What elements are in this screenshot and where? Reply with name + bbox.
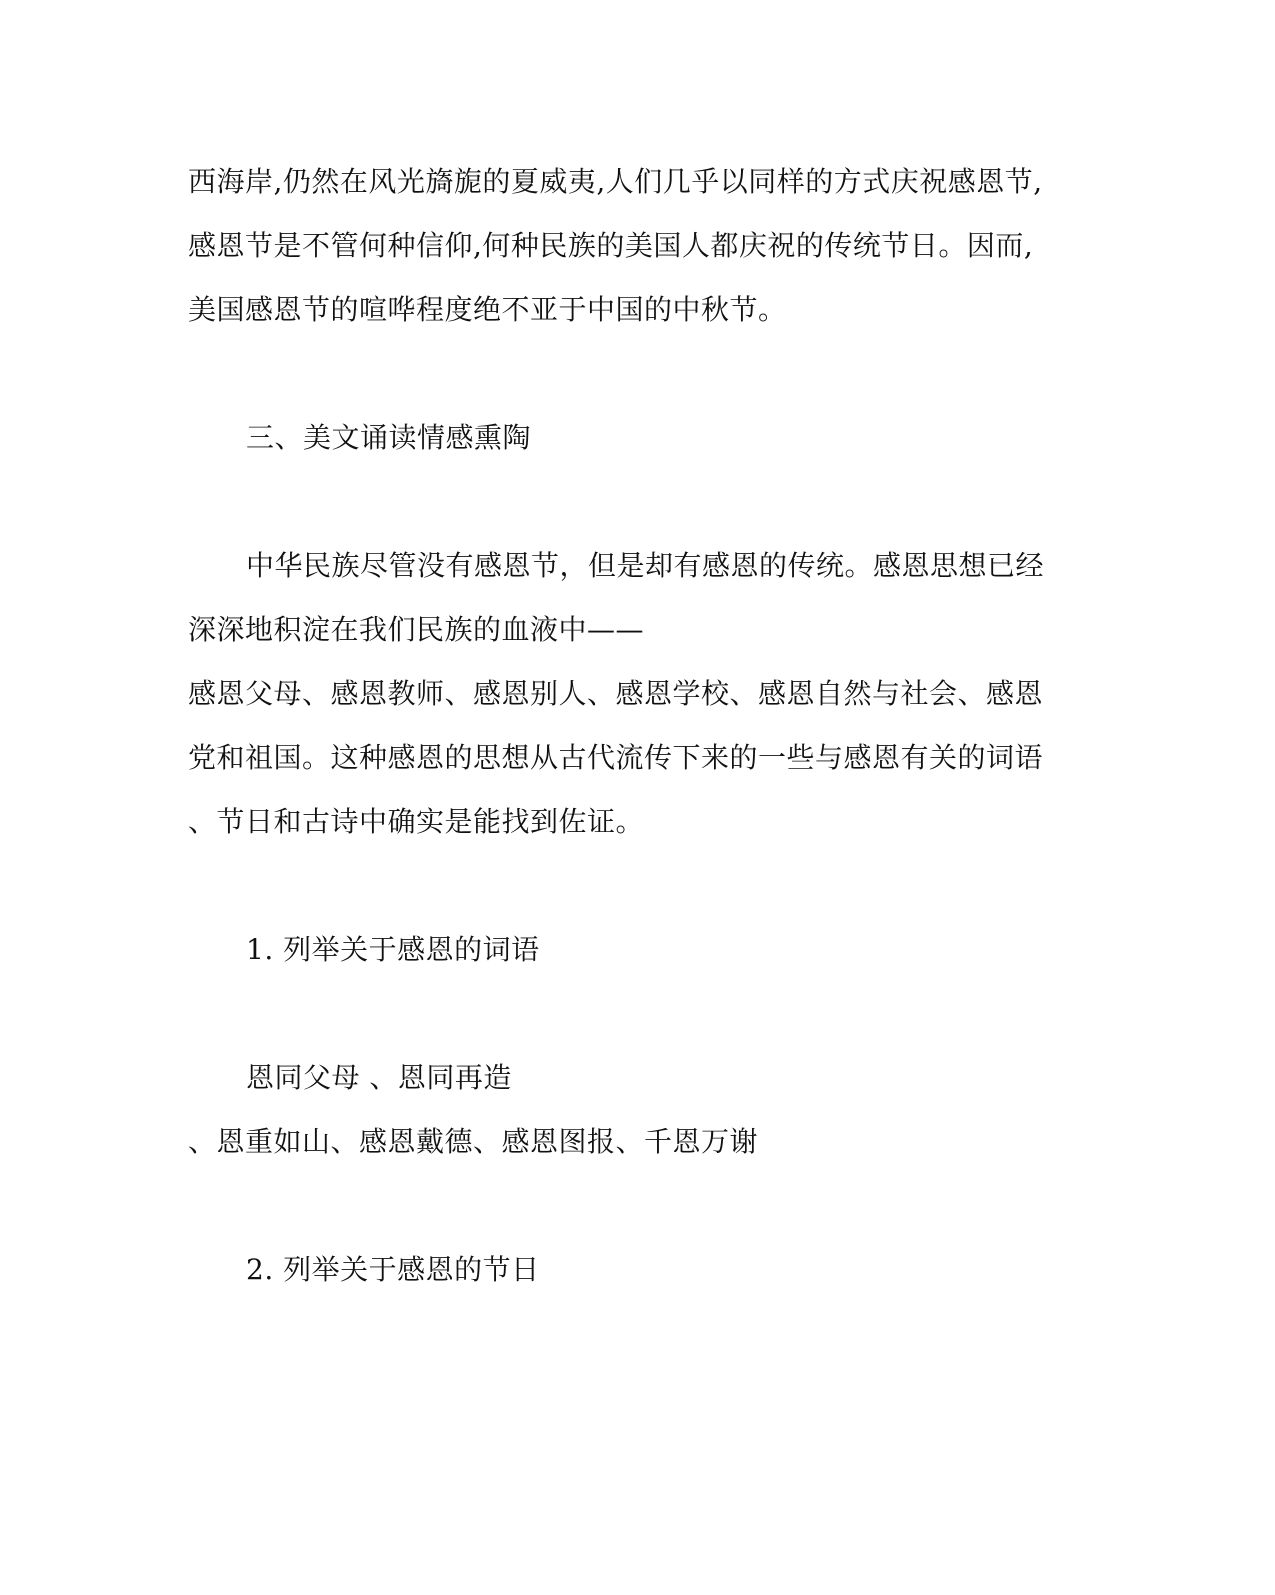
paragraph-line: 党和祖国。这种感恩的思想从古代流传下来的一些与感恩有关的词语 xyxy=(188,741,1044,774)
paragraph-line: 感恩父母、感恩教师、感恩别人、感恩学校、感恩自然与社会、感恩 xyxy=(188,677,1044,710)
paragraph-line: 、恩重如山、感恩戴德、感恩图报、千恩万谢 xyxy=(188,1125,759,1158)
list-heading-1: 1. 列举关于感恩的词语 xyxy=(246,933,540,966)
paragraph-line: 、节日和古诗中确实是能找到佐证。 xyxy=(188,805,645,838)
paragraph-line: 美国感恩节的喧哗程度绝不亚于中国的中秋节。 xyxy=(188,293,787,326)
paragraph-line: 中华民族尽管没有感恩节，但是却有感恩的传统。感恩思想已经 xyxy=(246,549,1045,582)
paragraph-line: 深深地积淀在我们民族的血液中—— xyxy=(188,613,645,646)
section-heading: 三、美文诵读情感熏陶 xyxy=(246,421,532,454)
paragraph-line: 西海岸,仍然在风光旖旎的夏威夷,人们几乎以同样的方式庆祝感恩节, xyxy=(188,165,1043,198)
list-heading-2: 2. 列举关于感恩的节日 xyxy=(246,1253,540,1286)
paragraph-line: 感恩节是不管何种信仰,何种民族的美国人都庆祝的传统节日。因而, xyxy=(188,229,1034,262)
paragraph-line: 恩同父母 、恩同再造 xyxy=(246,1061,512,1094)
